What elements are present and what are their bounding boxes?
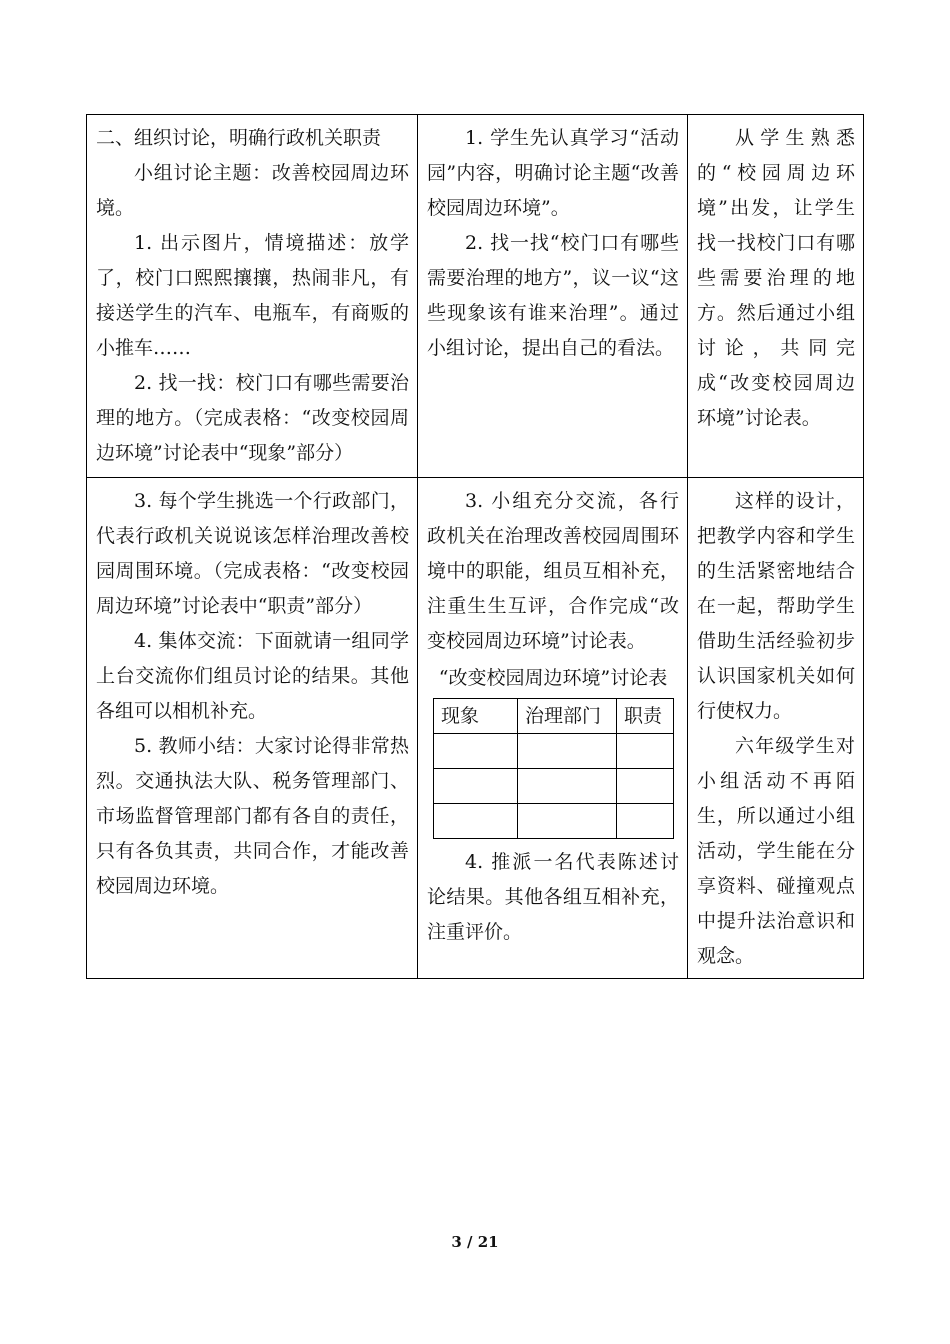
page-number: 3 / 21 <box>451 1233 499 1251</box>
section-heading: 二、组织讨论，明确行政机关职责 <box>96 127 382 149</box>
empty-cell <box>434 804 518 839</box>
empty-cell <box>617 769 674 804</box>
empty-cell <box>617 734 674 769</box>
paragraph: 3. 小组充分交流，各行政机关在治理改善校园周围环境中的职能，组员互相补充，注重生生互评，合作完成“改变校园周边环境”讨论表。 <box>427 490 679 652</box>
header-phenomenon: 现象 <box>434 699 518 734</box>
table-row <box>434 734 674 769</box>
teacher-activity-cell <box>87 115 418 478</box>
table-row <box>87 478 864 979</box>
paragraph: 这样的设计，把教学内容和学生的生活紧密地结合在一起，帮助学生借助生活经验初步认识国家机关如何行使权力。 <box>697 490 855 722</box>
design-intent-cell <box>688 115 864 478</box>
paragraph: 小组讨论主题：改善校园周边环境。 <box>96 162 409 219</box>
discussion-table <box>433 698 674 839</box>
design-intent-cell <box>688 478 864 979</box>
paragraph: 2. 找一找“校门口有哪些需要治理的地方”，议一议“这些现象该有谁来治理”。通过小组讨论，提出自己的看法。 <box>427 232 679 359</box>
table-row <box>434 769 674 804</box>
paragraph: 4. 推派一名代表陈述讨论结果。其他各组互相补充，注重评价。 <box>427 851 679 943</box>
paragraph: 2. 找一找：校门口有哪些需要治理的地方。（完成表格：“改变校园周边环境”讨论表中“现象”部分） <box>96 372 409 464</box>
empty-cell <box>434 734 518 769</box>
paragraph: 从学生熟悉的“校园周边环境”出发，让学生找一找校门口有哪些需要治理的地方。然后通过小组讨论，共同完成“改变校园周边环境”讨论表。 <box>697 127 855 429</box>
paragraph: 5. 教师小结：大家讨论得非常热烈。交通执法大队、税务管理部门、市场监督管理部门都有各自的责任，只有各负其责，共同合作，才能改善校园周边环境。 <box>96 735 409 897</box>
header-department: 治理部门 <box>518 699 617 734</box>
header-duty: 职责 <box>617 699 674 734</box>
paragraph: 1. 出示图片，情境描述：放学了，校门口熙熙攘攘，热闹非凡，有接送学生的汽车、电瓶车，有商贩的小推车…… <box>96 232 409 359</box>
paragraph: 4. 集体交流：下面就请一组同学上台交流你们组员讨论的结果。其他各组可以相机补充。 <box>96 630 409 722</box>
student-activity-cell <box>418 115 688 478</box>
lesson-plan-table <box>86 114 864 979</box>
paragraph: 1. 学生先认真学习“活动园”内容，明确讨论主题“改善校园周边环境”。 <box>427 127 679 219</box>
empty-cell <box>518 769 617 804</box>
table-row <box>434 804 674 839</box>
student-activity-cell <box>418 478 688 979</box>
discussion-table-caption: “改变校园周边环境”讨论表 <box>438 667 668 689</box>
discussion-table-header <box>434 699 674 734</box>
empty-cell <box>518 804 617 839</box>
paragraph: 六年级学生对小组活动不再陌生，所以通过小组活动，学生能在分享资料、碰撞观点中提升法治意识和观念。 <box>697 735 855 967</box>
teacher-activity-cell <box>87 478 418 979</box>
table-row <box>87 115 864 478</box>
paragraph: 3. 每个学生挑选一个行政部门，代表行政机关说说该怎样治理改善校园周围环境。（完成表格：“改变校园周边环境”讨论表中“职责”部分） <box>96 490 409 617</box>
empty-cell <box>518 734 617 769</box>
empty-cell <box>434 769 518 804</box>
empty-cell <box>617 804 674 839</box>
